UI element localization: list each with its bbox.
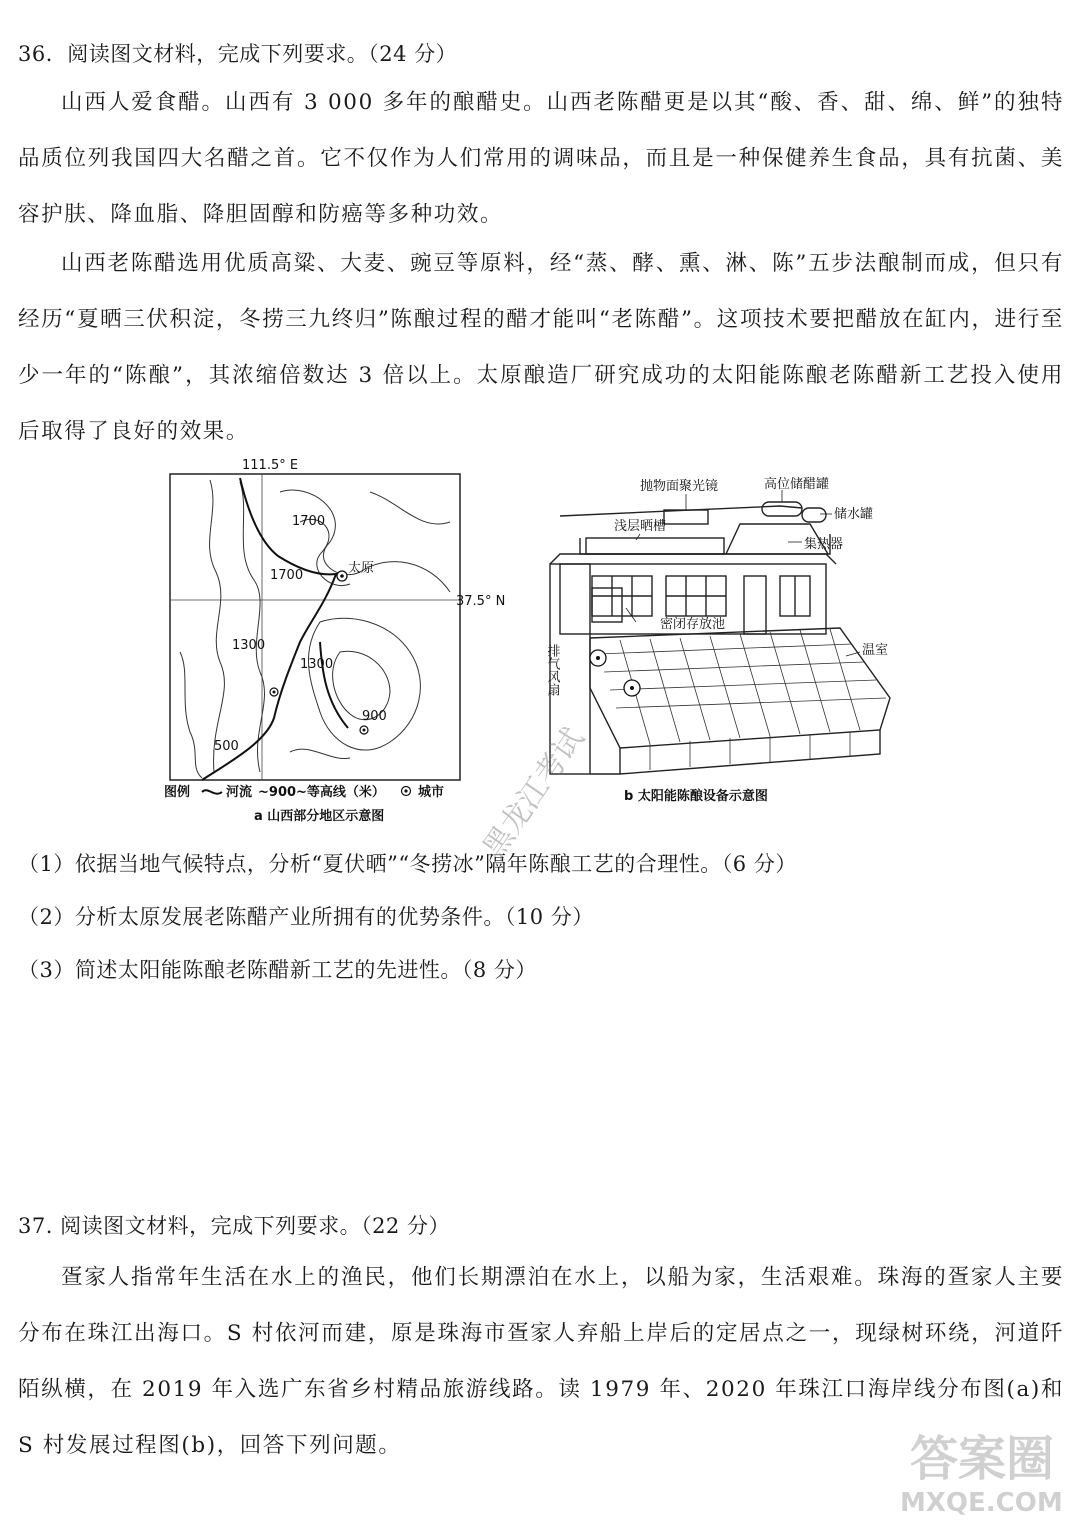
watermark-mid: 黑龙江考试 [476,721,592,865]
legend-contour-label: ~900~等高线（米） [258,785,385,800]
map-longitude-label: 111.5° E [242,458,299,473]
contour-label-1: 1700 [292,514,326,529]
label-mirror: 抛物面聚光镜 [640,479,719,494]
q36-subquestion-3: （3）简述太阳能陈酿老陈醋新工艺的先进性。（8 分） [18,958,537,982]
legend-prefix: 图例 [164,785,191,800]
contour-label-3: 1300 [232,638,266,653]
label-high-tank: 高位储醋罐 [764,477,830,492]
figure-b-caption: b 太阳能陈酿设备示意图 [624,789,768,804]
q37-title: 37. 阅读图文材料，完成下列要求。（22 分） [18,1214,450,1238]
label-collector: 集热器 [804,537,844,552]
label-sealed-pool: 密闭存放池 [660,617,726,632]
q37-paragraph-1: 疍家人指常年生活在水上的渔民，他们长期漂泊在水上，以船为家，生活艰难。珠海的疍家人主要分布在珠江出海口。S 村依河而建，原是珠海市疍家人弃船上岸后的定居点之一，现绿树环绕，河道阡陌纵横，在 2019 年入选广东省乡村精品旅游线路。读 1979 年、2020 年珠江口海岸线分布图(a)和 S 村发展过程图(b)，回答下列问题。 [18,1265,1064,1458]
q36-subquestion-1: （1）依据当地气候特点，分析“夏伏晒”“冬捞冰”隔年陈酿工艺的合理性。（6 分） [18,852,797,876]
contour-label-5: 900 [362,709,387,724]
figure-b-solar-equipment [540,468,910,818]
contour-label-4: 1300 [300,657,334,672]
legend-river-label: 河流 [226,785,253,800]
q36-subquestion-2: （2）分析太原发展老陈醋产业所拥有的优势条件。（10 分） [18,905,594,929]
legend-river-icon [202,790,222,793]
watermark-site: MXQE.COM [900,1488,1063,1518]
q36-paragraph-2: 山西老陈醋选用优质高粱、大麦、豌豆等原料，经“蒸、酵、熏、淋、陈”五步法酿制而成，但只有经历“夏晒三伏积淀，冬捞三九终归”陈酿过程的醋才能叫“老陈醋”。这项技术要把醋放在缸内，进行至少一年的“陈酿”，其浓缩倍数达 3 倍以上。太原酿造厂研究成功的太阳能陈酿老陈醋新工艺投入使用后取得了良好的效果。 [18,251,1064,444]
label-water-tank: 储水罐 [834,507,874,522]
contour-label-6: 500 [214,739,239,754]
q36-paragraph-1: 山西人爱食醋。山西有 3 000 多年的酿醋史。山西老陈醋更是以其“酸、香、甜、绵、鲜”的独特品质位列我国四大名醋之首。它不仅作为人们常用的调味品，而且是一种保健养生食品，具有抗菌、美容护肤、降血脂、降胆固醇和防癌等多种功效。 [18,90,1064,227]
contour-label-2: 1700 [270,568,304,583]
label-exhaust-fan: 排气风扇 [544,644,560,696]
legend-city-label: 城市 [418,785,445,800]
figure-a-caption: a 山西部分地区示意图 [254,809,385,824]
map-latitude-label: 37.5° N [456,594,506,609]
label-shallow-tank: 浅层晒槽 [614,519,667,534]
figure-a-shanxi-map [150,452,510,832]
q36-title: 36．阅读图文材料，完成下列要求。（24 分） [18,42,458,66]
watermark-logo: 答案圈 [910,1431,1055,1487]
map-city-label: 太原 [348,561,375,576]
label-greenhouse: 温室 [862,643,889,658]
